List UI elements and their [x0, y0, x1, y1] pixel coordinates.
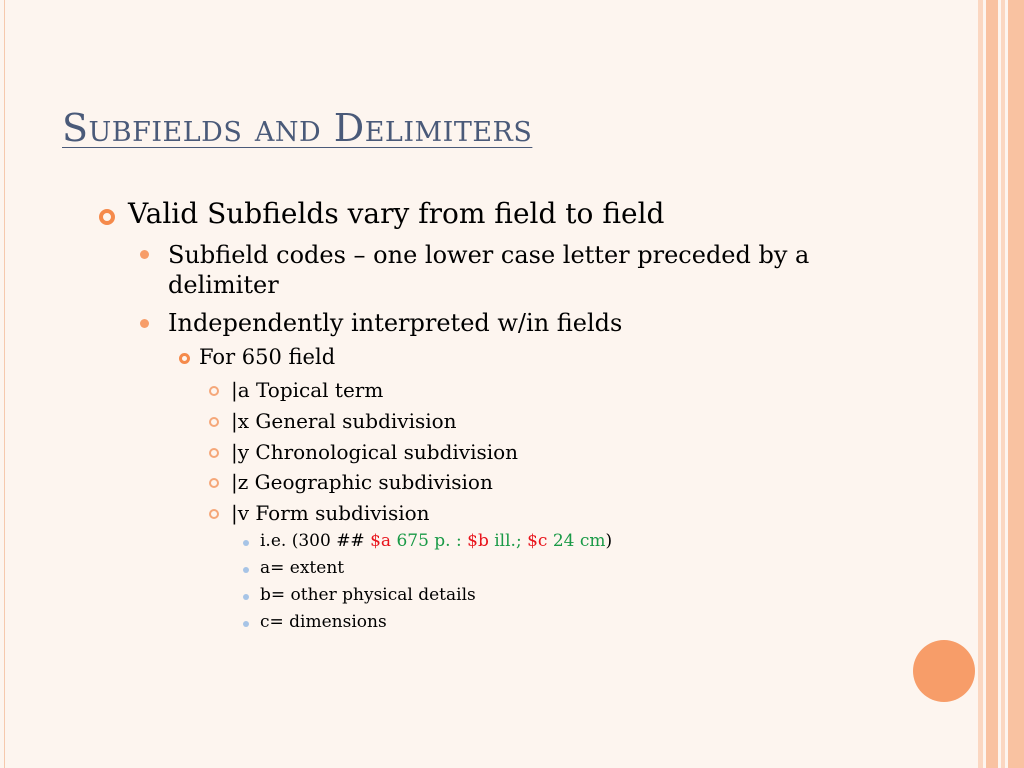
level5-bullet-icon [243, 540, 249, 546]
example-prefix: i.e. (300 ## [260, 531, 371, 551]
level2-text-line2: delimiter [168, 271, 279, 299]
level1-bullet-icon [99, 209, 115, 225]
example-c-value: 24 cm [547, 531, 606, 551]
level5-text: b= other physical details [260, 585, 476, 605]
slide-title: Subfields and Delimiters [62, 106, 533, 150]
level5-bullet-icon [243, 594, 249, 600]
level2-text-line1: Subfield codes – one lower case letter preceded by a [168, 241, 810, 269]
level5-text: c= dimensions [260, 612, 387, 632]
example-b-value: ill.; [488, 531, 528, 551]
level5-bullet-icon [243, 567, 249, 573]
level5-text: a= extent [260, 558, 345, 578]
left-frame-line [4, 0, 5, 768]
example-c-code: $c [527, 531, 548, 551]
example-a-code: $a [370, 531, 392, 551]
level4-text: |a Topical term [231, 378, 384, 402]
example-a-value: 675 p. : [391, 531, 468, 551]
level4-text: |x General subdivision [231, 409, 457, 433]
level5-bullet-icon [243, 621, 249, 627]
level4-bullet-icon [209, 509, 219, 519]
level4-bullet-icon [209, 478, 219, 488]
level3-bullet-icon [179, 353, 190, 364]
example-b-code: $b [467, 531, 489, 551]
marc-example-line [260, 531, 612, 551]
level3-text: For 650 field [199, 345, 336, 369]
level1-text: Valid Subfields vary from field to field [128, 197, 665, 230]
level4-bullet-icon [209, 417, 219, 427]
level4-text: |v Form subdivision [231, 501, 430, 525]
level2-text: Independently interpreted w/in fields [168, 309, 623, 337]
level2-bullet-icon [140, 319, 149, 328]
level4-bullet-icon [209, 386, 219, 396]
level4-text: |y Chronological subdivision [231, 440, 519, 464]
level2-bullet-icon [140, 250, 149, 259]
level4-bullet-icon [209, 448, 219, 458]
right-decorative-stripes [978, 0, 1024, 768]
level4-text: |z Geographic subdivision [231, 470, 493, 494]
example-suffix: ) [605, 531, 613, 551]
decorative-circle [913, 640, 975, 702]
